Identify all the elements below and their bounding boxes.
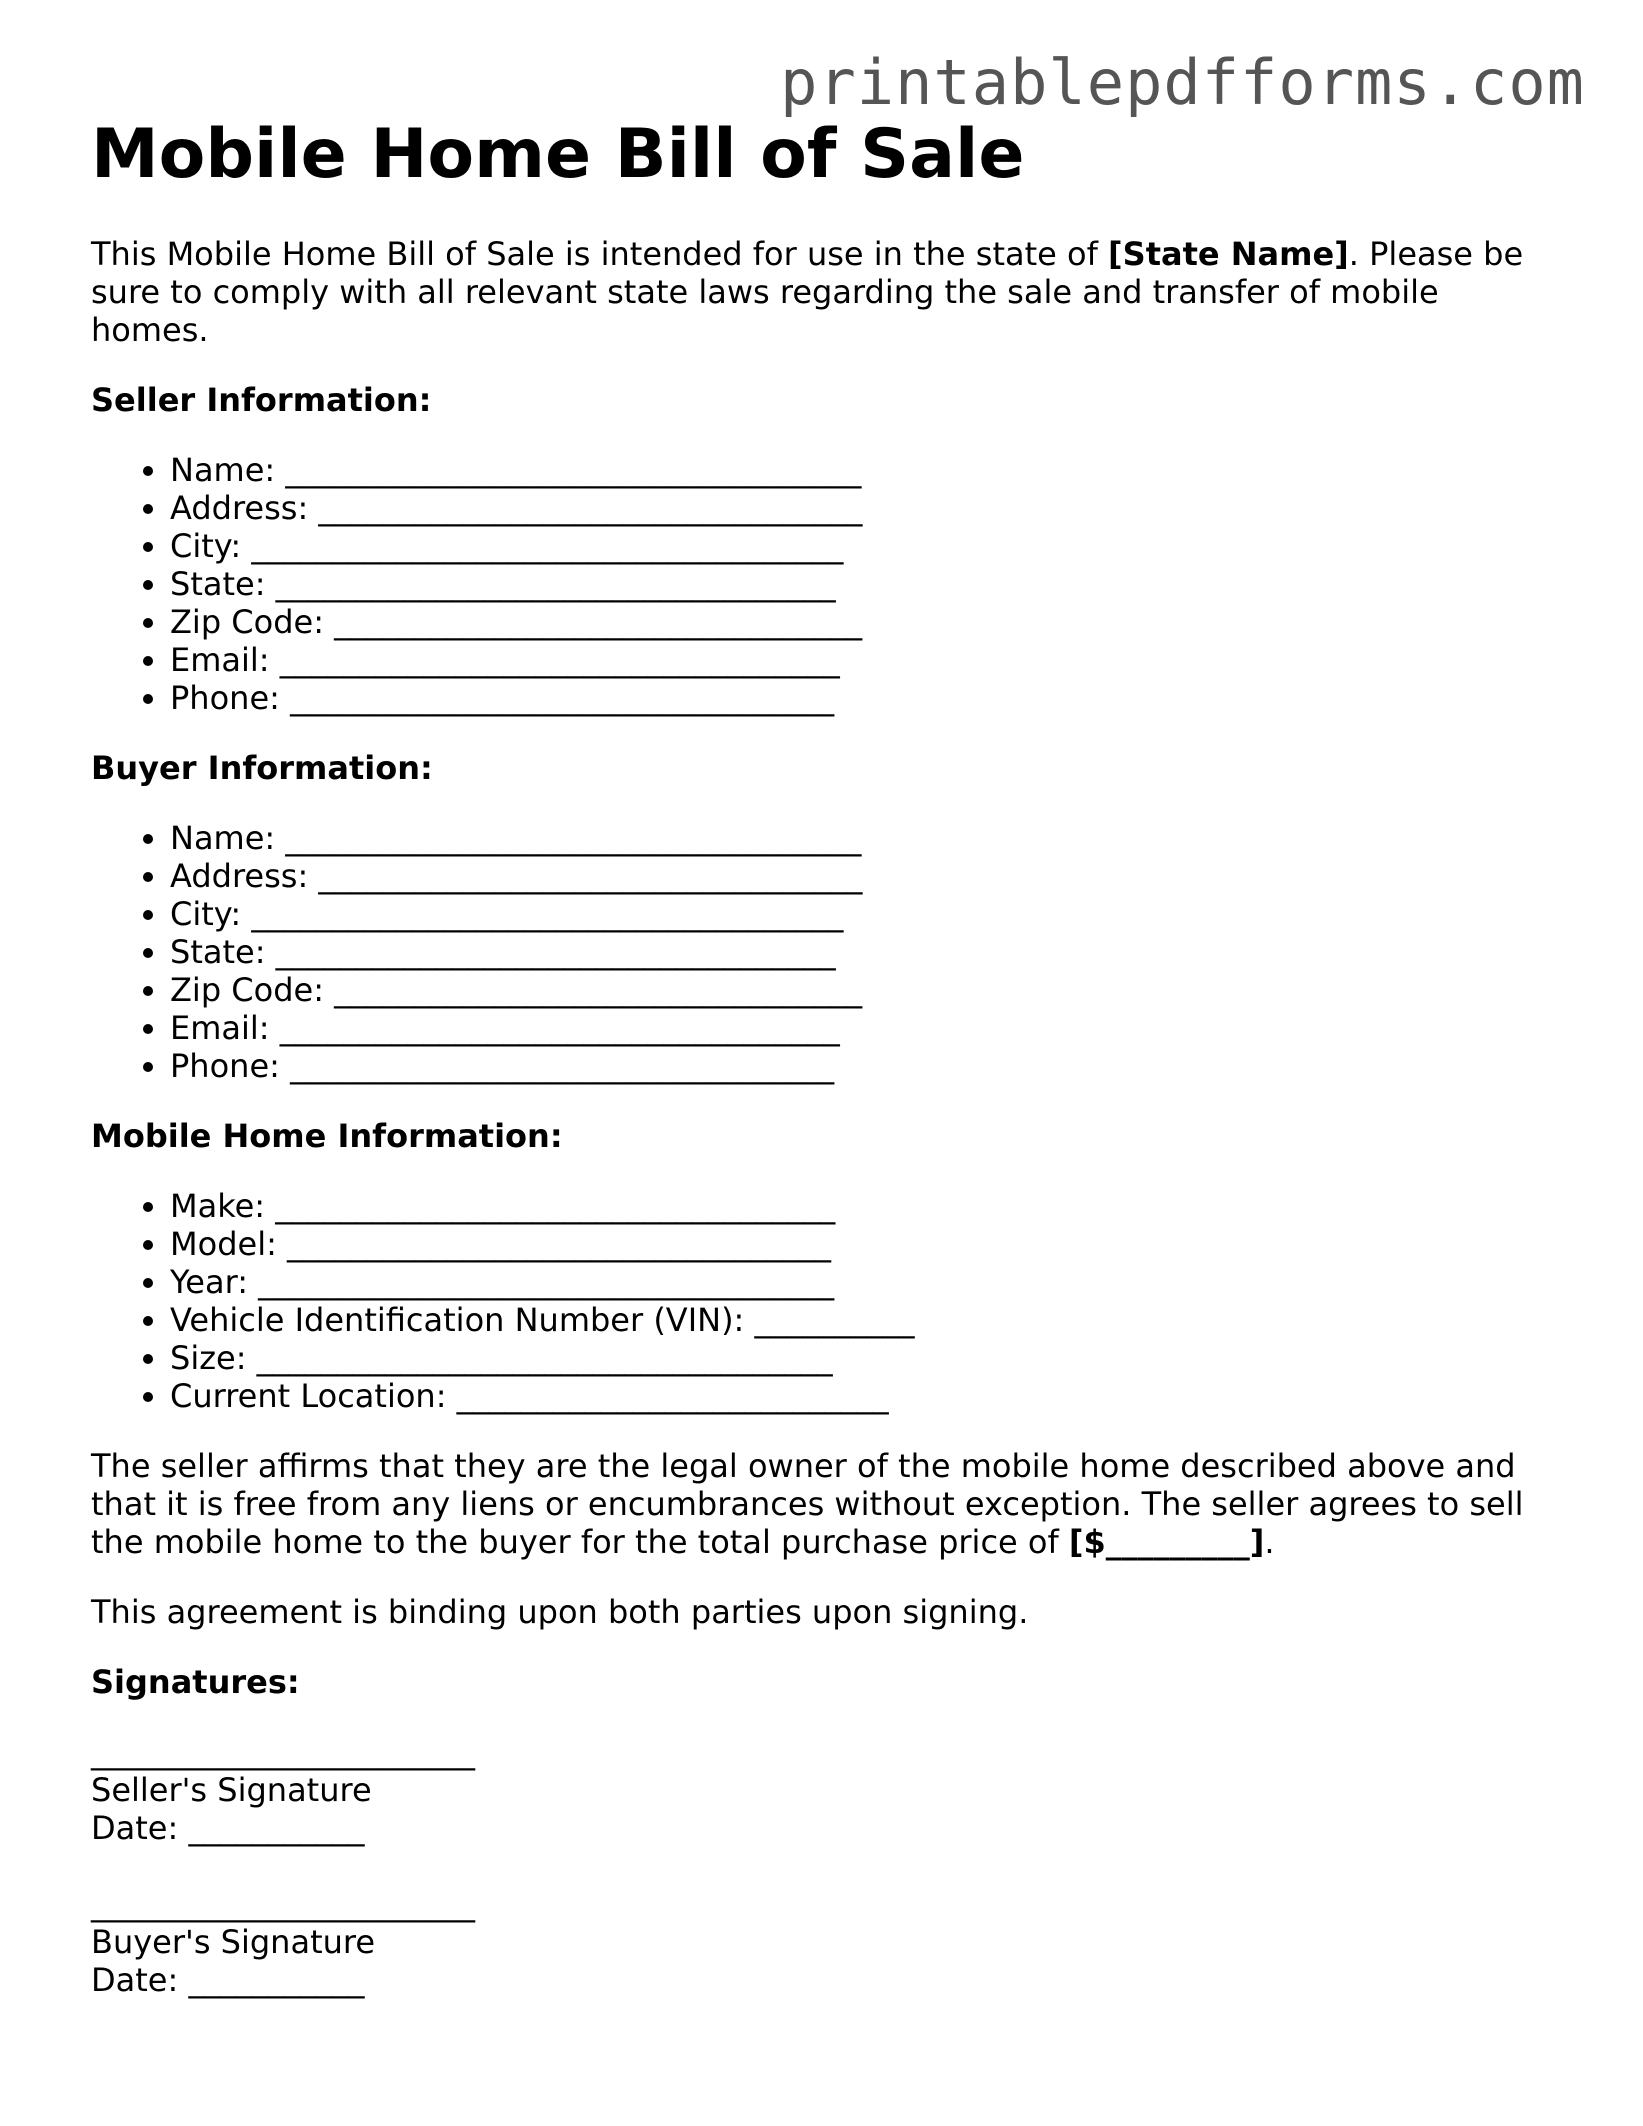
buyer-section-heading: Buyer Information: bbox=[91, 748, 433, 787]
affirmation-text: The seller affirms that they are the legal owner of the mobile home described above and that it is free from any liens or encumbrances without exception. The seller agrees to sell the mobile home to the buyer for the total purchase price of bbox=[91, 1446, 1524, 1561]
signatures-heading: Signatures: bbox=[91, 1662, 300, 1701]
buyer-email-field[interactable]: • Email: ___________________________________ bbox=[170, 1009, 1561, 1047]
buyer-signature-label: Buyer's Signature bbox=[91, 1922, 376, 1961]
seller-city-field[interactable]: • City: _____________________________________ bbox=[170, 527, 1561, 565]
buyer-name-field[interactable]: • Name: ____________________________________ bbox=[170, 819, 1561, 857]
home-year-field[interactable]: • Year: ____________________________________ bbox=[170, 1263, 1561, 1301]
seller-name-field[interactable]: • Name: ____________________________________ bbox=[170, 451, 1561, 489]
purchase-price-placeholder[interactable]: [$_________] bbox=[1068, 1522, 1265, 1561]
buyer-state-field[interactable]: • State: ___________________________________ bbox=[170, 933, 1561, 971]
buyer-signature-line[interactable]: ________________________ bbox=[91, 1884, 475, 1923]
seller-zip-field[interactable]: • Zip Code: _________________________________ bbox=[170, 603, 1561, 641]
buyer-phone-field[interactable]: • Phone: __________________________________ bbox=[170, 1047, 1561, 1085]
seller-signature-block bbox=[91, 1733, 1561, 1847]
home-field-list bbox=[91, 1187, 1561, 1415]
buyer-signature-block bbox=[91, 1885, 1561, 1999]
seller-address-field[interactable]: • Address: __________________________________ bbox=[170, 489, 1561, 527]
seller-email-field[interactable]: • Email: ___________________________________ bbox=[170, 641, 1561, 679]
home-location-field[interactable]: • Current Location: ___________________________ bbox=[170, 1377, 1561, 1415]
home-size-field[interactable]: • Size: ____________________________________ bbox=[170, 1339, 1561, 1377]
buyer-zip-field[interactable]: • Zip Code: _________________________________ bbox=[170, 971, 1561, 1009]
seller-signature-label: Seller's Signature bbox=[91, 1770, 372, 1809]
home-model-field[interactable]: • Model: __________________________________ bbox=[170, 1225, 1561, 1263]
seller-phone-field[interactable]: • Phone: __________________________________ bbox=[170, 679, 1561, 717]
home-vin-field[interactable]: • Vehicle Identification Number (VIN): __________ bbox=[170, 1301, 1561, 1339]
seller-section-heading: Seller Information: bbox=[91, 380, 432, 419]
intro-paragraph bbox=[91, 235, 1561, 349]
seller-date-field[interactable]: Date: ___________ bbox=[91, 1808, 365, 1847]
buyer-field-list bbox=[91, 819, 1561, 1085]
buyer-city-field[interactable]: • City: _____________________________________ bbox=[170, 895, 1561, 933]
affirmation-paragraph bbox=[91, 1447, 1561, 1561]
seller-state-field[interactable]: • State: ___________________________________ bbox=[170, 565, 1561, 603]
page-title: Mobile Home Bill of Sale bbox=[91, 115, 1025, 194]
home-section-heading: Mobile Home Information: bbox=[91, 1116, 563, 1155]
binding-statement: This agreement is binding upon both parties upon signing. bbox=[91, 1592, 1029, 1631]
state-name-placeholder[interactable]: [State Name] bbox=[1108, 234, 1349, 273]
home-make-field[interactable]: • Make: ___________________________________ bbox=[170, 1187, 1561, 1225]
affirmation-period: . bbox=[1264, 1522, 1275, 1561]
document-page bbox=[91, 115, 1561, 1999]
seller-signature-line[interactable]: ________________________ bbox=[91, 1732, 475, 1771]
intro-text-start: This Mobile Home Bill of Sale is intended for use in the state of bbox=[91, 234, 1109, 273]
seller-field-list bbox=[91, 451, 1561, 717]
buyer-date-field[interactable]: Date: ___________ bbox=[91, 1960, 365, 1999]
buyer-address-field[interactable]: • Address: __________________________________ bbox=[170, 857, 1561, 895]
watermark: printablepdfforms.com bbox=[780, 46, 1585, 119]
intro-text-end: . Please be sure to comply with all relevant state laws regarding the sale and transfer of mobile homes. bbox=[91, 234, 1524, 349]
